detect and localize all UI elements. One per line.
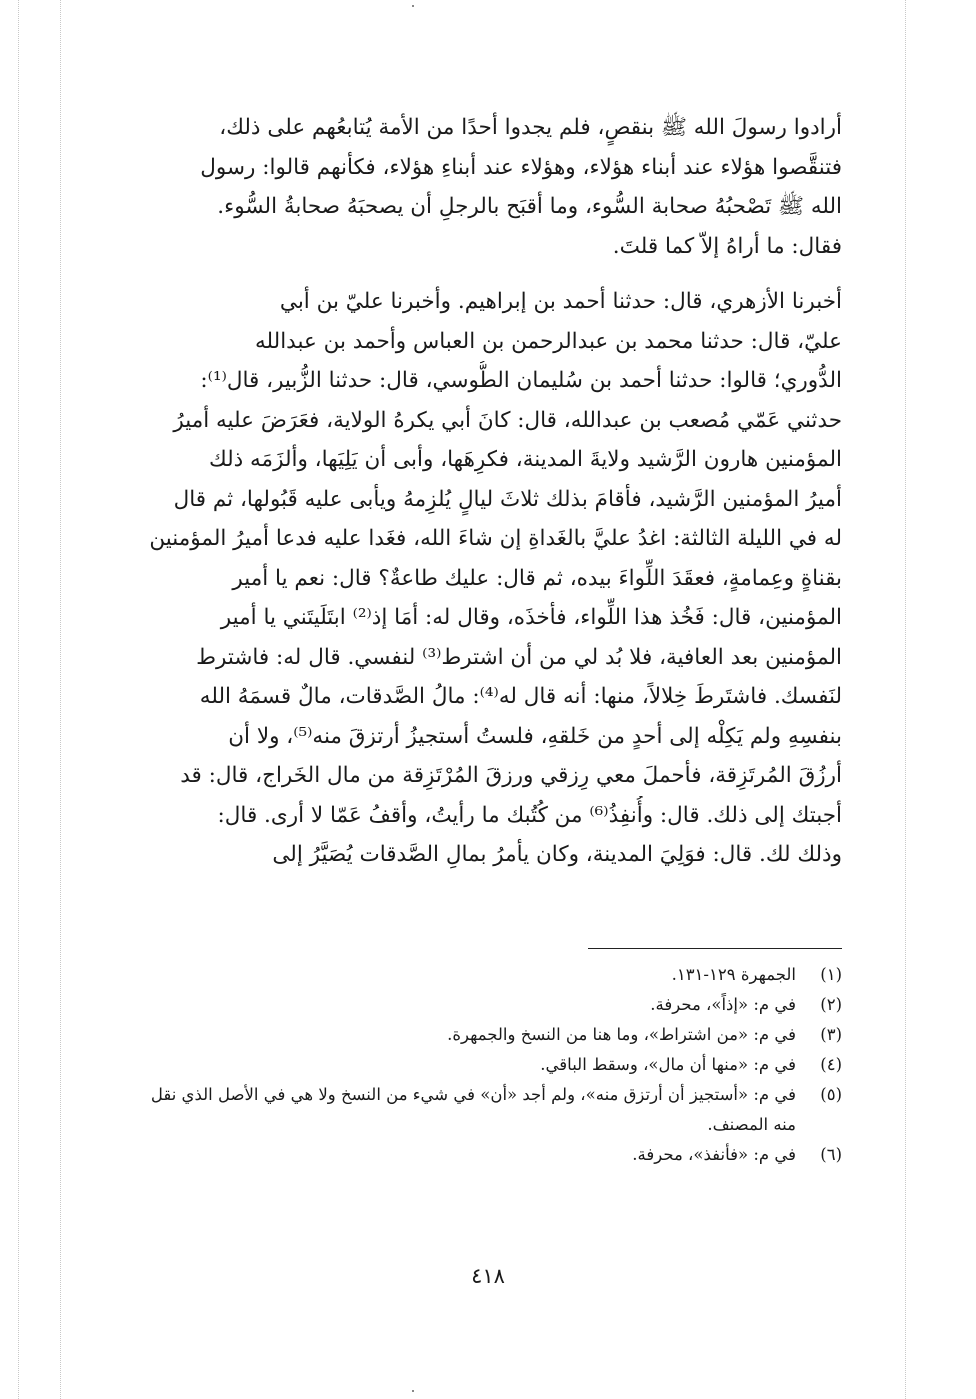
text-line: عليّ، قال: حدثنا محمد بن عبدالرحمن بن العباس وأحمد بن عبدالله — [255, 328, 842, 354]
scan-dot — [412, 1390, 414, 1392]
footnote-text: في م: «فأنفذ»، محرفة. — [632, 1145, 796, 1164]
paragraph-2 — [130, 282, 842, 875]
footnote-number: (٣) — [820, 1025, 842, 1044]
paragraph-1 — [130, 108, 842, 266]
footnote-text: في م: «إذاً»، محرفة. — [650, 995, 796, 1014]
text-line: حدثني عَمّي مُصعب بن عبدالله، قال: كانَ أبي يكرهُ الولاية، فعَرَضَ عليه أميرُ — [173, 407, 842, 433]
text-line: الله ﷺ تَصْحبُهُ صحابة السُّوء، وما أقبَح بالرجلِ أن يصحبَهُ صحابةُ السُّوء. — [217, 194, 842, 219]
footnote — [130, 990, 842, 1020]
footnote — [130, 1020, 842, 1050]
text-line: وذلك لك. قال: فوَلِيَ المدينة، وكان يأمرُ بمالِ الصَّدقات يُصَيَّرُ إلى — [272, 842, 842, 867]
text-line: أميرُ المؤمنين الرَّشيد، فأقامَ بذلك ثلاثَ ليالٍ يُلزِمهُ ويأبى عليه قَبُولها، ثم قال — [173, 486, 842, 512]
text-line: بقناةٍ وعِمامةٍ، فعقَدَ اللِّواءَ بيده، ثم قال: عليك طاعةٌ؟ قال: نعم يا أمير — [232, 565, 842, 591]
text-line: أرادوا رسولَ الله ﷺ بنقصٍ، فلم يجدوا أحدًا من الأمة يُتابعُهم على ذلك، — [219, 115, 842, 140]
footnote-number: (٢) — [820, 995, 842, 1014]
footnote-text: في م: «أستجيز أن أرتزق منه»، ولم أجد «أن» في شيء من النسخ ولا هي في الأصل الذي نقل منه المصنف. — [150, 1085, 796, 1134]
text-line: فقال: ما أراهُ إلاّ كما قلتَ. — [612, 233, 842, 259]
footnote-number: (٦) — [820, 1145, 842, 1164]
footnote — [130, 1080, 842, 1140]
footnote-text: في م: «منها أن مال»، وسقط الباقي. — [540, 1055, 796, 1074]
footnote-number: (٤) — [820, 1055, 842, 1074]
footnote-text: الجمهرة ١٢٩-١٣١. — [671, 965, 796, 984]
footnote — [130, 960, 842, 990]
text-line: له في الليلة الثالثة: اغدُ عليَّ بالغَداةِ إن شاءَ الله، فغَدا عليه فدعا أميرُ المؤمنين — [149, 526, 842, 551]
page-number: ٤١٨ — [471, 1264, 505, 1288]
text-line: فتنقَّصوا هؤلاء عند أبناء هؤلاء، وهؤلاء عند أبناءِ هؤلاء، فكأنهم قالوا: رسول — [200, 154, 842, 180]
footnote-number: (١) — [820, 965, 842, 984]
text-line: أرزُقَ المُرتَزِقة، فأحملَ معي رِزقي ورزقَ المُرْتَزِقة من مال الخَراج، قال: قد — [180, 763, 842, 788]
footnote — [130, 1140, 842, 1170]
scan-edge-line-left-inner — [60, 0, 61, 1399]
footnote-number: (٥) — [820, 1085, 842, 1104]
text-line: المؤمنين بعد العافية، فلا بُد لي من أن اشترط⁽³⁾ لنفسي. قال له: فاشترط — [196, 644, 842, 670]
text-line: بنفسِهِ ولم يَكِلْه إلى أحدٍ من خَلقهِ، فلستُ أستجيزُ أرتزقَ منه⁽⁵⁾، ولا أن — [228, 723, 842, 749]
text-line: أخبرنا الأزهري، قال: حدثنا أحمد بن إبراهيم. وأخبرنا عليّ بن أبي — [279, 289, 842, 314]
text-line: المؤمنين هارون الرَّشيد ولايةَ المدينة، فكرِهَها، وأبى أن يَلِيَها، وألزَمَه ذلك — [208, 447, 842, 472]
scan-edge-line-right — [905, 0, 906, 1399]
text-line: المؤمنين، قال: فَخُذ هذا اللِّواء، فأخذَه، وقال له: أمَا إذ⁽²⁾ ابتَلَيتَني يا أمير — [220, 605, 842, 630]
scan-dot — [412, 5, 414, 7]
text-line: أجبتك إلى ذلك. قال: وأُنفِذُ⁽⁶⁾ من كُتُبك ما رأيتُ، وأقفُ عَمّا لا أرى. قال: — [217, 802, 842, 828]
footnote — [130, 1050, 842, 1080]
text-line: لنَفسك. فاشتَرطَ خِلالاً، منها: أنه قال له⁽⁴⁾: مالُ الصَّدقات، مالٌ قسمَهُ الله — [199, 684, 842, 709]
footnote-text: في م: «من اشتراط»، وما هنا من النسخ والجمهرة. — [447, 1025, 796, 1044]
text-line: الدُّوري؛ قالوا: حدثنا أحمد بن سُليمان الطُّوسي، قال: حدثنا الزُّبير، قال⁽¹⁾: — [200, 368, 842, 393]
page-body — [130, 108, 842, 875]
scan-edge-line-left — [18, 0, 19, 1399]
footnotes — [130, 960, 842, 1170]
footnote-separator — [588, 948, 842, 949]
